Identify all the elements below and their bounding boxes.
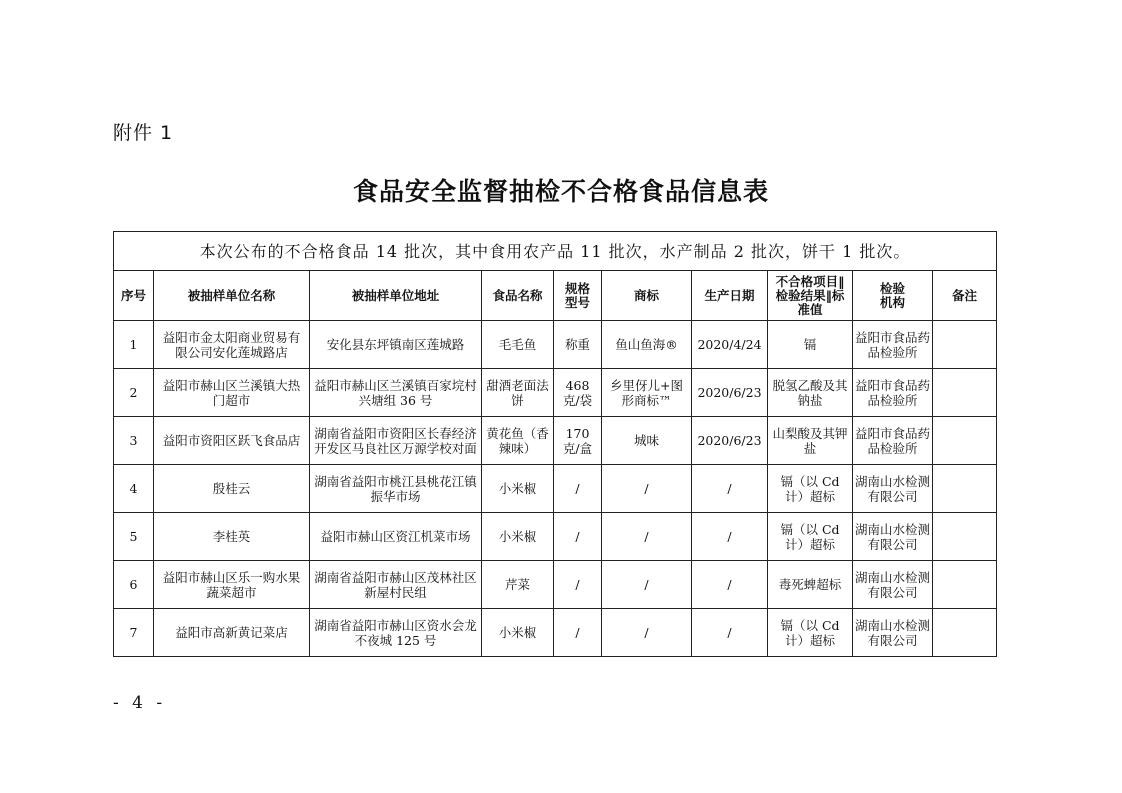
cell-spec: / xyxy=(554,513,602,561)
summary-text: 本次公布的不合格食品 14 批次，其中食用农产品 11 批次，水产制品 2 批次，饼干 1 批次。 xyxy=(114,232,997,271)
table-row xyxy=(114,609,997,657)
header-unit-address: 被抽样单位地址 xyxy=(310,271,482,321)
cell-unit-address: 益阳市赫山区兰溪镇百家垸村兴塘组 36 号 xyxy=(310,369,482,417)
cell-unit-name: 益阳市赫山区兰溪镇大热门超市 xyxy=(154,369,310,417)
header-lab: 检验机构 xyxy=(853,271,933,321)
cell-prod-date: / xyxy=(692,465,768,513)
cell-spec: 称重 xyxy=(554,321,602,369)
cell-lab: 湖南山水检测有限公司 xyxy=(853,465,933,513)
cell-note xyxy=(933,465,997,513)
cell-lab: 益阳市食品药品检验所 xyxy=(853,417,933,465)
cell-brand: 城味 xyxy=(602,417,692,465)
cell-note xyxy=(933,369,997,417)
cell-prod-date: / xyxy=(692,513,768,561)
cell-spec: / xyxy=(554,561,602,609)
header-prod-date: 生产日期 xyxy=(692,271,768,321)
cell-fail-item: 镉 xyxy=(768,321,853,369)
cell-spec: 468 克/袋 xyxy=(554,369,602,417)
cell-prod-date: / xyxy=(692,561,768,609)
header-seq: 序号 xyxy=(114,271,154,321)
cell-unit-address: 湖南省益阳市赫山区茂林社区新屋村民组 xyxy=(310,561,482,609)
cell-unit-address: 湖南省益阳市资阳区长春经济开发区马良社区万源学校对面 xyxy=(310,417,482,465)
cell-food-name: 小米椒 xyxy=(482,465,554,513)
cell-unit-name: 殷桂云 xyxy=(154,465,310,513)
cell-prod-date: 2020/6/23 xyxy=(692,417,768,465)
table-row xyxy=(114,417,997,465)
cell-food-name: 甜酒老面法饼 xyxy=(482,369,554,417)
cell-brand: / xyxy=(602,561,692,609)
cell-seq: 7 xyxy=(114,609,154,657)
cell-fail-item: 镉（以 Cd 计）超标 xyxy=(768,465,853,513)
cell-lab: 益阳市食品药品检验所 xyxy=(853,369,933,417)
table-row xyxy=(114,369,997,417)
cell-brand: 鱼山鱼海® xyxy=(602,321,692,369)
cell-spec: / xyxy=(554,609,602,657)
nonconforming-food-table xyxy=(113,231,997,657)
cell-seq: 4 xyxy=(114,465,154,513)
cell-unit-name: 益阳市金太阳商业贸易有限公司安化莲城路店 xyxy=(154,321,310,369)
header-brand: 商标 xyxy=(602,271,692,321)
cell-unit-address: 安化县东坪镇南区莲城路 xyxy=(310,321,482,369)
cell-brand: / xyxy=(602,513,692,561)
table-header-row xyxy=(114,271,997,321)
cell-fail-item: 镉（以 Cd 计）超标 xyxy=(768,513,853,561)
cell-spec: 170 克/盒 xyxy=(554,417,602,465)
cell-seq: 1 xyxy=(114,321,154,369)
header-spec: 规格型号 xyxy=(554,271,602,321)
cell-brand: / xyxy=(602,609,692,657)
cell-food-name: 小米椒 xyxy=(482,609,554,657)
cell-spec: / xyxy=(554,465,602,513)
cell-seq: 2 xyxy=(114,369,154,417)
cell-unit-address: 湖南省益阳市赫山区资水会龙不夜城 125 号 xyxy=(310,609,482,657)
cell-prod-date: 2020/6/23 xyxy=(692,369,768,417)
cell-fail-item: 镉（以 Cd 计）超标 xyxy=(768,609,853,657)
cell-lab: 益阳市食品药品检验所 xyxy=(853,321,933,369)
cell-food-name: 毛毛鱼 xyxy=(482,321,554,369)
cell-note xyxy=(933,417,997,465)
cell-seq: 6 xyxy=(114,561,154,609)
cell-fail-item: 脱氢乙酸及其钠盐 xyxy=(768,369,853,417)
cell-lab: 湖南山水检测有限公司 xyxy=(853,513,933,561)
cell-fail-item: 山梨酸及其钾盐 xyxy=(768,417,853,465)
cell-brand: / xyxy=(602,465,692,513)
header-fail-item: 不合格项目‖检验结果‖标准值 xyxy=(768,271,853,321)
annex-label: 附件 1 xyxy=(113,122,174,144)
header-unit-name: 被抽样单位名称 xyxy=(154,271,310,321)
cell-fail-item: 毒死蜱超标 xyxy=(768,561,853,609)
cell-note xyxy=(933,513,997,561)
table-row xyxy=(114,465,997,513)
cell-unit-address: 益阳市赫山区资江机菜市场 xyxy=(310,513,482,561)
cell-unit-address: 湖南省益阳市桃江县桃花江镇振华市场 xyxy=(310,465,482,513)
cell-unit-name: 益阳市赫山区乐一购水果蔬菜超市 xyxy=(154,561,310,609)
cell-food-name: 黄花鱼（香辣味） xyxy=(482,417,554,465)
cell-note xyxy=(933,561,997,609)
cell-prod-date: / xyxy=(692,609,768,657)
header-food-name: 食品名称 xyxy=(482,271,554,321)
cell-note xyxy=(933,321,997,369)
cell-unit-name: 李桂英 xyxy=(154,513,310,561)
cell-lab: 湖南山水检测有限公司 xyxy=(853,609,933,657)
cell-lab: 湖南山水检测有限公司 xyxy=(853,561,933,609)
cell-food-name: 小米椒 xyxy=(482,513,554,561)
cell-food-name: 芹菜 xyxy=(482,561,554,609)
cell-seq: 5 xyxy=(114,513,154,561)
table-row xyxy=(114,321,997,369)
cell-unit-name: 益阳市资阳区跃飞食品店 xyxy=(154,417,310,465)
cell-brand: 乡里伢儿+图形商标™ xyxy=(602,369,692,417)
document-title: 食品安全监督抽检不合格食品信息表 xyxy=(352,177,769,206)
header-note: 备注 xyxy=(933,271,997,321)
table-row xyxy=(114,513,997,561)
cell-unit-name: 益阳市高新黄记菜店 xyxy=(154,609,310,657)
page-number: - 4 - xyxy=(113,693,167,713)
cell-note xyxy=(933,609,997,657)
cell-seq: 3 xyxy=(114,417,154,465)
table-row xyxy=(114,561,997,609)
cell-prod-date: 2020/4/24 xyxy=(692,321,768,369)
